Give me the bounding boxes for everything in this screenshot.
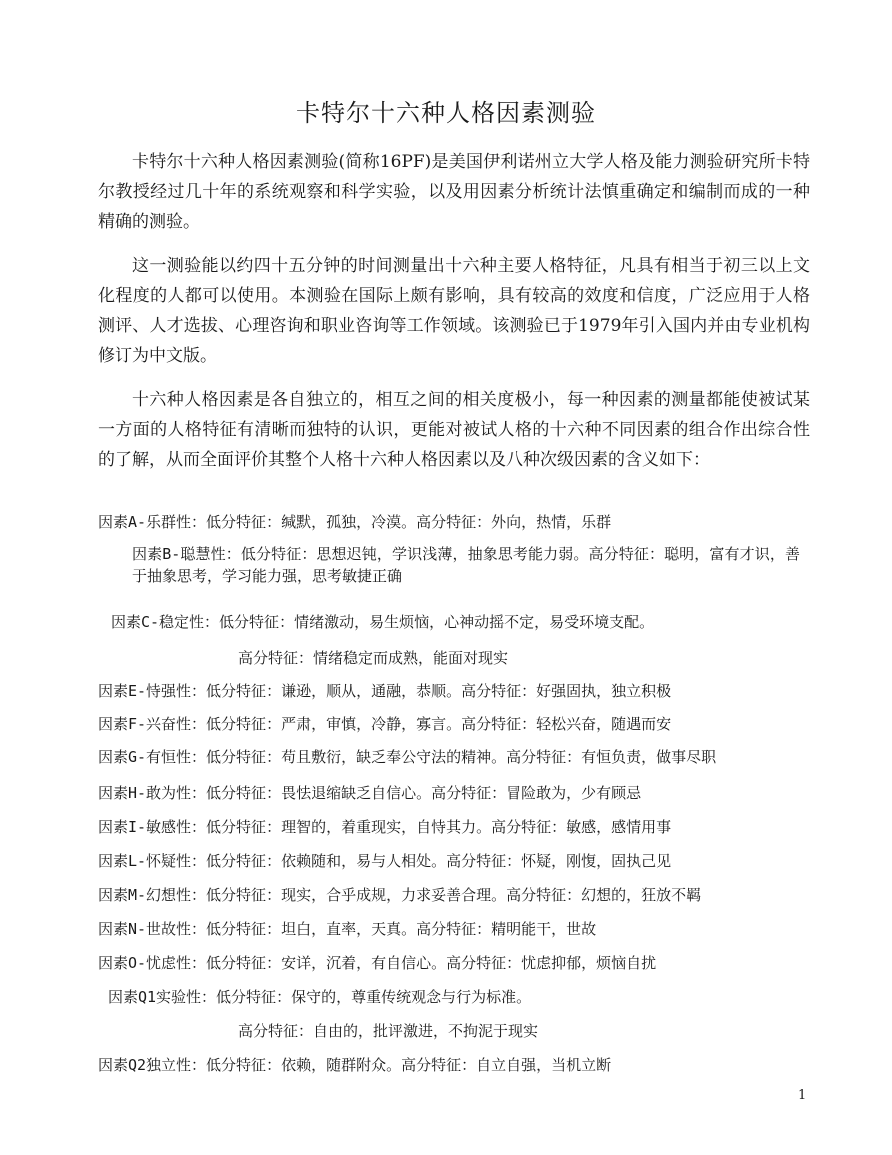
factor-f-line: 因素F-兴奋性：低分特征：严肃，审慎，冷静，寡言。高分特征：轻松兴奋，随遇而安 bbox=[98, 715, 672, 733]
factor-h-line: 因素H-敢为性：低分特征：畏怯退缩缺乏自信心。高分特征：冒险敢为，少有顾忌 bbox=[98, 784, 642, 802]
factors-overview-paragraph: 十六种人格因素是各自独立的，相互之间的相关度极小，每一种因素的测量都能使被试某一方面的人格特征有清晰而独特的认识，更能对被试人格的十六种不同因素的组合作出综合性的了解，从而全面评价其整个人格十六种人格因素以及八种次级因素的含义如下： bbox=[98, 390, 810, 470]
factor-q2-line: 因素Q2独立性：低分特征：依赖，随群附众。高分特征：自立自强，当机立断 bbox=[98, 1056, 612, 1074]
factor-m-line: 因素M-幻想性：低分特征：现实，合乎成规，力求妥善合理。高分特征：幻想的，狂放不羁 bbox=[98, 886, 702, 904]
factor-q1-low-line: 因素Q1实验性：低分特征：保守的，尊重传统观念与行为标准。 bbox=[108, 988, 532, 1006]
factor-q1-high-line: 高分特征：自由的，批评激进，不拘泥于现实 bbox=[238, 1022, 539, 1040]
factor-g-line: 因素G-有恒性：低分特征：苟且敷衍，缺乏奉公守法的精神。高分特征：有恒负责，做事尽职 bbox=[98, 748, 717, 766]
page-number: 1 bbox=[798, 1088, 807, 1103]
factor-c-high-line: 高分特征：情绪稳定而成熟，能面对现实 bbox=[238, 649, 509, 667]
factor-a-line: 因素A-乐群性：低分特征：缄默，孤独，冷漠。高分特征：外向，热情，乐群 bbox=[98, 513, 612, 531]
factor-c-low-line: 因素C-稳定性：低分特征：情绪激动，易生烦恼，心神动摇不定，易受环境支配。 bbox=[111, 613, 655, 631]
test-description-paragraph: 这一测验能以约四十五分钟的时间测量出十六种主要人格特征，凡具有相当于初三以上文化程度的人都可以使用。本测验在国际上颇有影响，具有较高的效度和信度，广泛应用于人格测评、人才选拔、心理咨询和职业咨询等工作领域。该测验已于1979年引入国内并由专业机构修订为中文版。 bbox=[98, 256, 810, 366]
document-title: 卡特尔十六种人格因素测验 bbox=[296, 99, 596, 127]
factor-l-line: 因素L-怀疑性：低分特征：依赖随和，易与人相处。高分特征：怀疑，刚愎，固执己见 bbox=[98, 852, 672, 870]
intro-paragraph: 卡特尔十六种人格因素测验(简称16PF)是美国伊利诺州立大学人格及能力测验研究所卡特尔教授经过几十年的系统观察和科学实验，以及用因素分析统计法慎重确定和编制而成的一种精确的测验。 bbox=[98, 152, 810, 232]
factor-o-line: 因素O-忧虑性：低分特征：安详，沉着，有自信心。高分特征：忧虑抑郁，烦恼自扰 bbox=[98, 954, 657, 972]
factor-e-line: 因素E-恃强性：低分特征：谦逊，顺从，通融，恭顺。高分特征：好强固执，独立积极 bbox=[98, 682, 672, 700]
factor-i-line: 因素I-敏感性：低分特征：理智的，着重现实，自恃其力。高分特征：敏感，感情用事 bbox=[98, 818, 672, 836]
factor-b-line: 因素B-聪慧性：低分特征：思想迟钝，学识浅薄，抽象思考能力弱。高分特征：聪明，富有才识，善于抽象思考，学习能力强，思考敏捷正确 bbox=[132, 545, 800, 585]
factor-n-line: 因素N-世故性：低分特征：坦白，直率，天真。高分特征：精明能干，世故 bbox=[98, 920, 597, 938]
